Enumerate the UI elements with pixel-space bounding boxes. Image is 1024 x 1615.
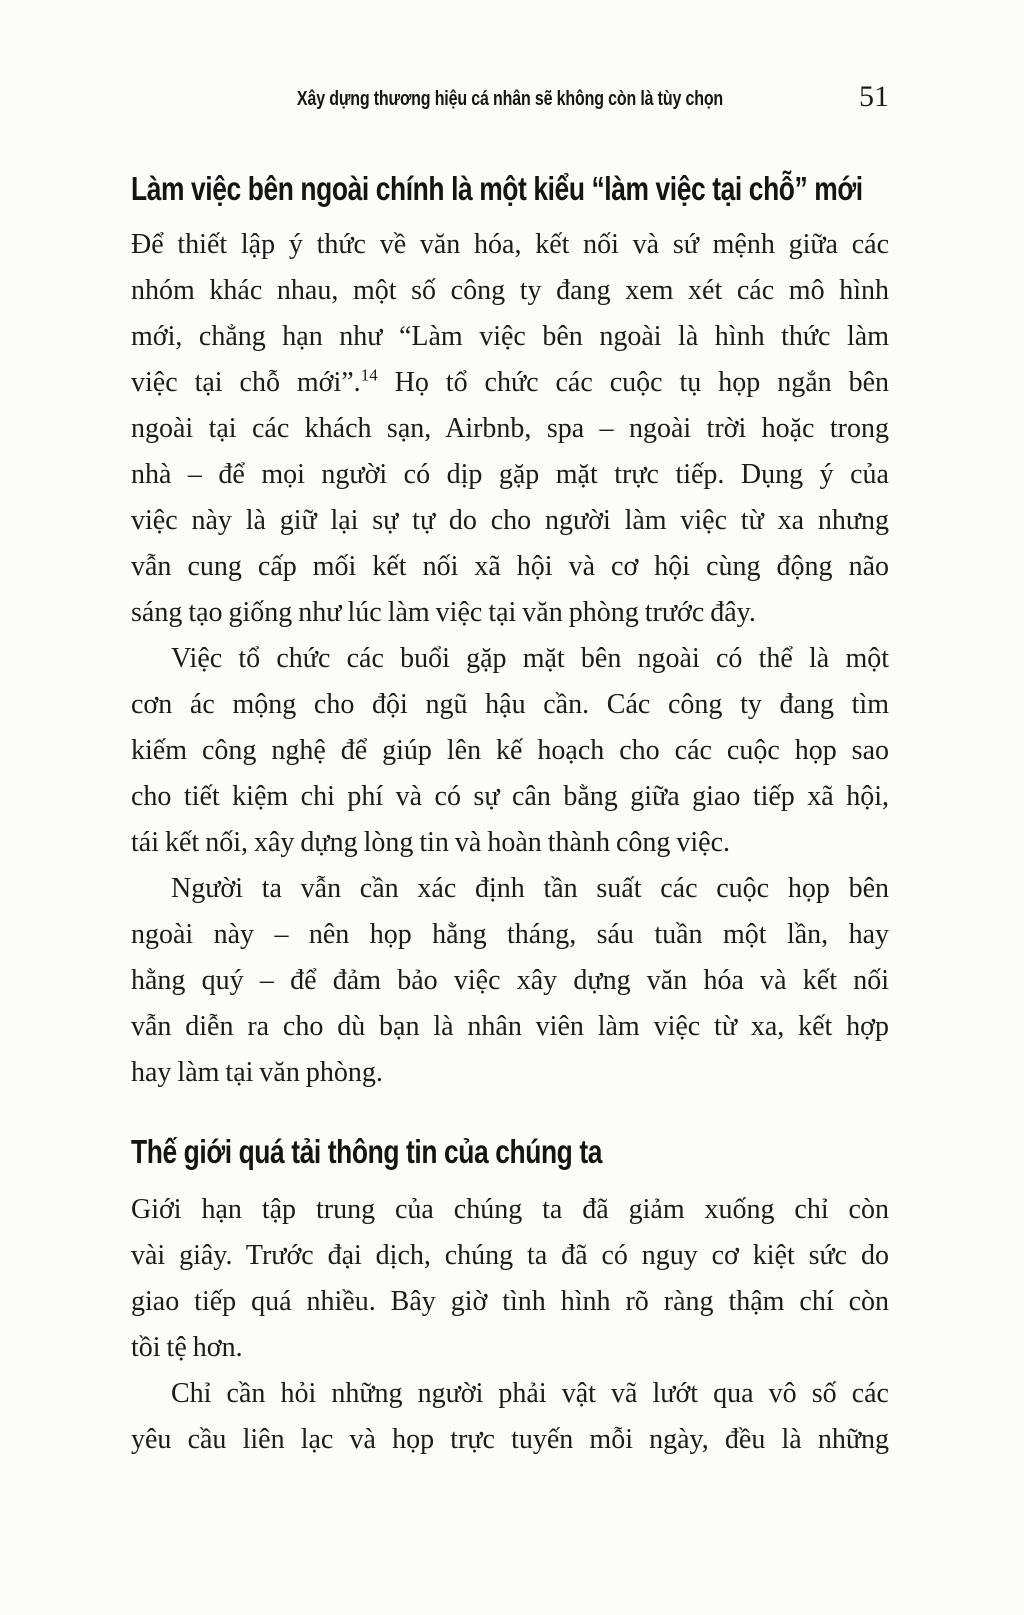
body-line: Việc tổ chức các buổi gặp mặt bên ngoài có thể là một (171, 643, 889, 674)
body-line: hằng quý – để đảm bảo việc xây dựng văn hóa và kết nối (131, 965, 889, 996)
body-line: cho tiết kiệm chi phí và có sự cân bằng giữa giao tiếp xã hội, (131, 781, 889, 812)
body-line: nhà – để mọi người có dịp gặp mặt trực tiếp. Dụng ý của (131, 459, 889, 490)
section-heading-information-overload: Thế giới quá tải thông tin của chúng ta (131, 1133, 603, 1170)
body-line-with-footnote (131, 360, 889, 406)
body-text: việc tại chỗ mới”. (131, 367, 361, 398)
body-line: yêu cầu liên lạc và họp trực tuyến mỗi ngày, đều là những (131, 1424, 889, 1455)
body-line: Chỉ cần hỏi những người phải vật vã lướt qua vô số các (171, 1378, 889, 1409)
body-text-block-2 (131, 1187, 889, 1463)
body-line: vẫn diễn ra cho dù bạn là nhân viên làm việc từ xa, kết hợp (131, 1011, 889, 1042)
body-line: ngoài này – nên họp hằng tháng, sáu tuần một lần, hay (131, 919, 889, 950)
body-line: Để thiết lập ý thức về văn hóa, kết nối và sứ mệnh giữa các (131, 229, 889, 260)
body-text-block-1 (131, 222, 889, 1096)
body-text: Họ tổ chức các cuộc tụ họp ngắn bên (377, 367, 889, 398)
body-line: tái kết nối, xây dựng lòng tin và hoàn thành công việc. (131, 827, 731, 858)
body-line: sáng tạo giống như lúc làm việc tại văn phòng trước đây. (131, 597, 756, 628)
body-line: mới, chẳng hạn như “Làm việc bên ngoài là hình thức làm (131, 321, 889, 352)
page-number: 51 (859, 80, 889, 113)
body-line: Người ta vẫn cần xác định tần suất các cuộc họp bên (171, 873, 889, 904)
body-line: kiếm công nghệ để giúp lên kế hoạch cho các cuộc họp sao (131, 735, 889, 766)
footnote-reference-14: 14 (360, 365, 378, 385)
body-line: giao tiếp quá nhiều. Bây giờ tình hình rõ ràng thậm chí còn (131, 1286, 889, 1317)
body-line: nhóm khác nhau, một số công ty đang xem xét các mô hình (131, 275, 889, 306)
body-line: hay làm tại văn phòng. (131, 1057, 383, 1088)
running-header (131, 80, 889, 120)
body-line: tồi tệ hơn. (131, 1332, 243, 1363)
body-line: cơn ác mộng cho đội ngũ hậu cần. Các công ty đang tìm (131, 689, 889, 720)
body-line: vẫn cung cấp mối kết nối xã hội và cơ hội cùng động não (131, 551, 889, 582)
running-title: Xây dựng thương hiệu cá nhân sẽ không còn là tùy chọn (296, 88, 724, 110)
body-line: vài giây. Trước đại dịch, chúng ta đã có nguy cơ kiệt sức do (131, 1240, 889, 1271)
body-line: ngoài tại các khách sạn, Airbnb, spa – ngoài trời hoặc trong (131, 413, 889, 444)
body-line: Giới hạn tập trung của chúng ta đã giảm xuống chỉ còn (131, 1194, 889, 1225)
body-line: việc này là giữ lại sự tự do cho người làm việc từ xa nhưng (131, 505, 889, 536)
section-heading-outside-work: Làm việc bên ngoài chính là một kiểu “làm việc tại chỗ” mới (131, 170, 863, 207)
